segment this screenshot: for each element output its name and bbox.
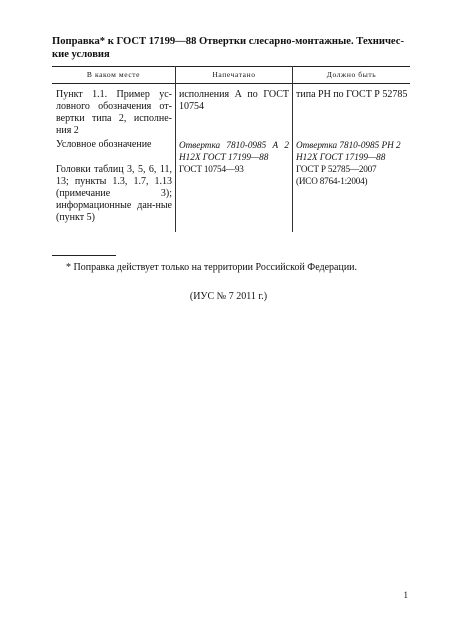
- footnote: * Поправка действует только на территории Российской Федерации.: [66, 262, 358, 273]
- corrected-designation: Отвертка 7810-0985 РН 2 Н12Х ГОСТ 17199—88: [296, 140, 401, 162]
- table-header-border: [52, 83, 410, 84]
- table-cell-printed: исполнения А по ГОСТ 10754: [179, 89, 289, 112]
- page-title: Поправка* к ГОСТ 17199—88 Отвертки слесарно-монтажные. Техничес-кие условия: [52, 36, 404, 60]
- column-header-should-be: Должно быть: [326, 70, 377, 79]
- column-divider: [292, 66, 293, 232]
- table-cell-place: Условное обозначение: [56, 139, 152, 150]
- table-cell-printed: [179, 139, 289, 175]
- corrected-iso-reference: (ИСО 8764-1:2004): [296, 176, 368, 186]
- table-cell-place: Головки таблиц 3, 5, 6, 11, 13; пункты 1.3, 1.7, 1.13 (примечание 3); информационные дан-ные (пункт 5): [56, 164, 172, 223]
- table-cell-place: Пункт 1.1. Пример ус-ловного обозначения от-вертки типа 2, исполне-ния 2: [56, 89, 172, 136]
- column-divider: [175, 66, 176, 232]
- footnote-divider: [52, 255, 116, 256]
- column-header-printed: Напечатано: [212, 70, 256, 79]
- table-cell-should-be: типа РН по ГОСТ Р 52785: [296, 89, 408, 100]
- source-reference: (ИУС № 7 2011 г.): [189, 291, 268, 302]
- corrected-standard: ГОСТ Р 52785—2007: [296, 164, 377, 174]
- column-header-place: В каком месте: [86, 70, 141, 79]
- table-top-border: [52, 66, 410, 67]
- printed-designation: Отвертка 7810-0985 А 2 Н12Х ГОСТ 17199—88: [179, 140, 289, 162]
- table-cell-should-be: [296, 139, 408, 187]
- printed-standard: ГОСТ 10754—93: [179, 164, 244, 174]
- page-number: 1: [403, 590, 408, 600]
